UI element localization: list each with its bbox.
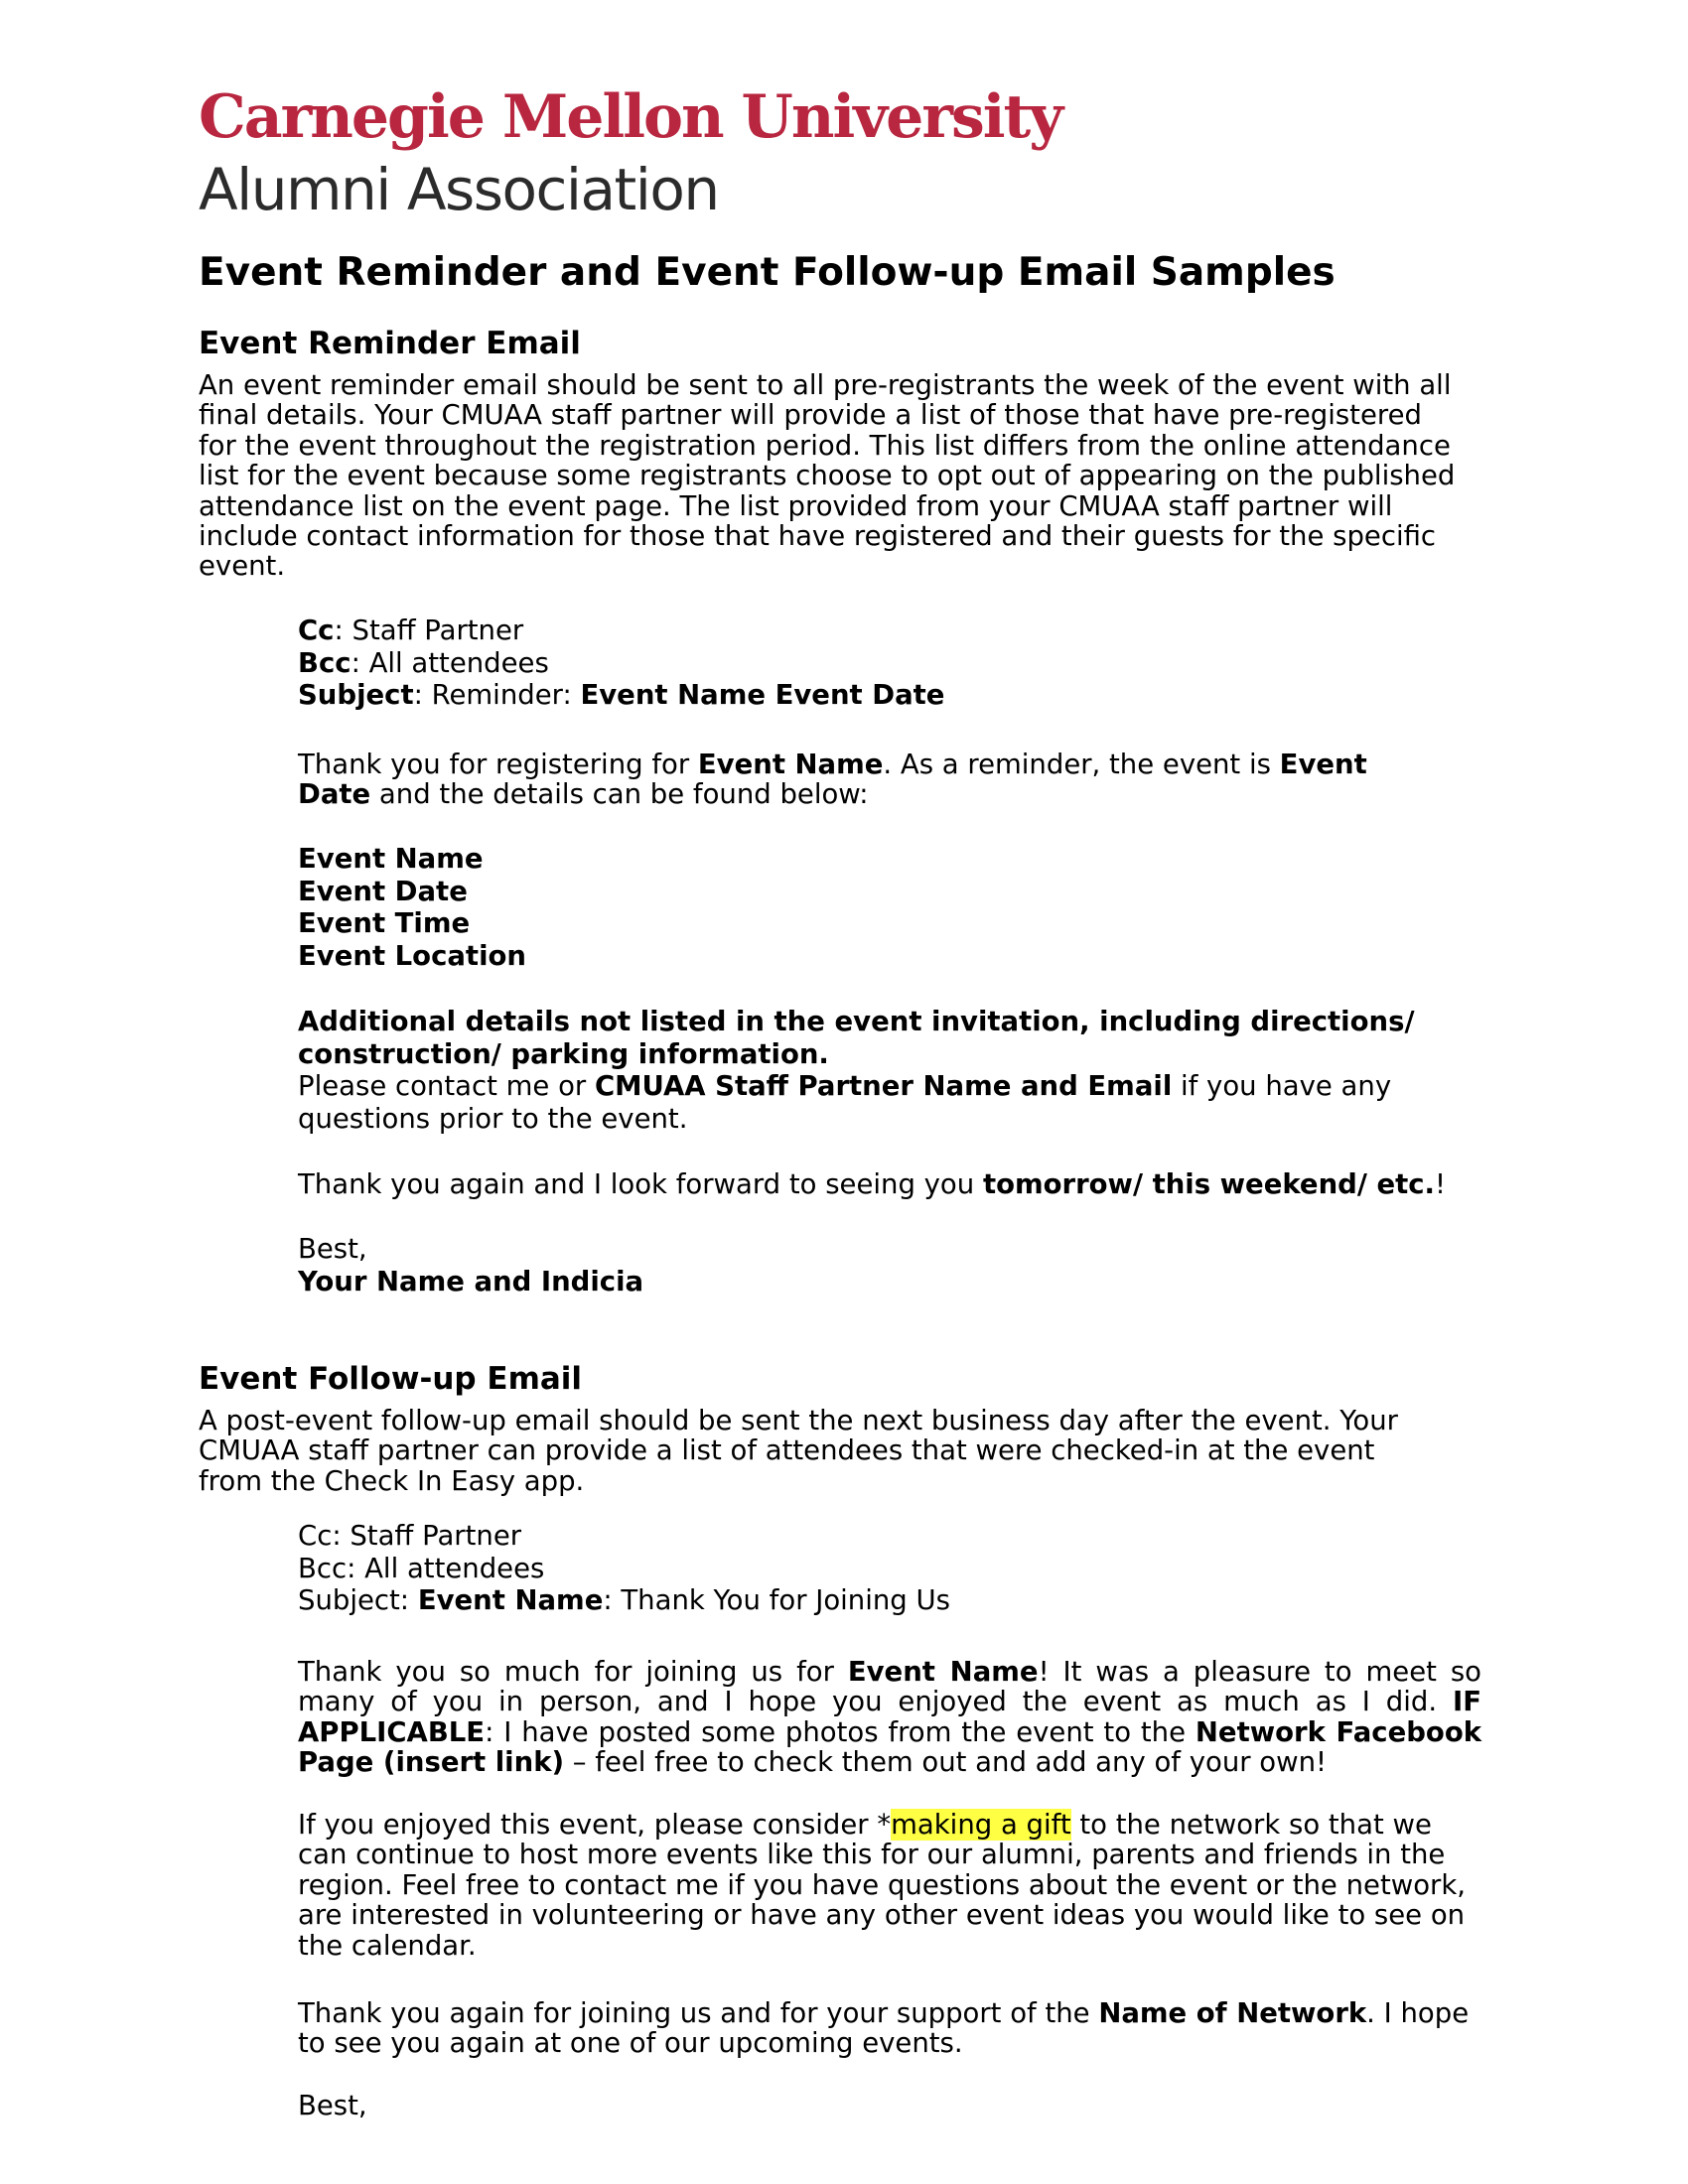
best-text: Best,	[298, 1233, 367, 1265]
followup-intro-line: CMUAA staff partner can provide a list of attendees that were checked-in at the event	[199, 1434, 1375, 1467]
reminder-signoff	[298, 1233, 1489, 1297]
detail-item: Event Date	[298, 875, 468, 907]
reminder-closing-line: Thank you again and I look forward to seeing you tomorrow/ this weekend/ etc.!	[298, 1168, 1447, 1200]
bcc-label: Bcc	[298, 646, 352, 679]
cmu-alumni-logo	[199, 82, 1062, 223]
reminder-intro-line: list for the event because some registrants choose to opt out of appearing on the published	[199, 460, 1456, 492]
cc-label: Cc	[298, 614, 335, 646]
reminder-subject-line	[298, 679, 1489, 712]
followup-email-header	[298, 1520, 1489, 1617]
reminder-intro	[199, 370, 1489, 582]
staff-partner-placeholder: CMUAA Staff Partner Name and Email	[594, 1070, 1173, 1103]
reminder-cc-line	[298, 614, 1489, 647]
detail-item: Event Time	[298, 907, 471, 940]
reminder-bcc-line	[298, 647, 1489, 680]
followup-signoff	[298, 2091, 1489, 2120]
followup-paragraph-1: Thank you so much for joining us for Event Name! It was a pleasure to meet so many of you in person, and I hope you enjoyed the event as much as I did. IF APPLICABLE: I have posted some photos from the event to the Network Facebook Page (insert link) – feel free to check them out and add any of your own!	[298, 1656, 1482, 1779]
reminder-email-header	[298, 614, 1489, 712]
followup-intro	[199, 1406, 1489, 1496]
followup-paragraph-2: If you enjoyed this event, please consider *making a gift to the network so that we can continue to host more events like this for our alumni, parents and friends in the region. Feel free to contact me if you have questions about the event or the network, are interested in volunteering or have any other event ideas you would like to see on the calendar.	[298, 1809, 1467, 1962]
followup-cc-line: Cc: Staff Partner	[298, 1520, 522, 1552]
reminder-event-details	[298, 843, 1489, 972]
detail-item: Event Location	[298, 939, 526, 972]
detail-item: Event Name	[298, 843, 484, 875]
bcc-value: : All attendees	[351, 646, 549, 679]
subject-prefix: : Reminder:	[413, 679, 581, 712]
reminder-intro-line: for the event throughout the registration period. This list differs from the online attendance	[199, 429, 1451, 462]
reminder-intro-line: event.	[199, 550, 286, 583]
best-text: Best,	[298, 2090, 367, 2121]
followup-bcc-line: Bcc: All attendees	[298, 1552, 545, 1584]
reminder-heading: Event Reminder Email	[199, 326, 581, 361]
reminder-intro-line: final details. Your CMUAA staff partner will provide a list of those that have pre-registered	[199, 399, 1422, 432]
cc-value: : Staff Partner	[334, 614, 524, 646]
making-a-gift-highlight: making a gift	[891, 1809, 1071, 1841]
followup-subject-line: Subject: Event Name: Thank You for Joining Us	[298, 1584, 950, 1617]
subject-label: Subject	[298, 679, 414, 712]
reminder-intro-line: attendance list on the event page. The list provided from your CMUAA staff partner will	[199, 489, 1393, 522]
reminder-intro-line: include contact information for those that have registered and their guests for the specific	[199, 520, 1437, 553]
logo-association-name: Alumni Association	[199, 156, 719, 223]
signature-placeholder: Your Name and Indicia	[298, 1265, 644, 1297]
followup-intro-line: from the Check In Easy app.	[199, 1464, 585, 1497]
subject-value: Event Name Event Date	[580, 679, 945, 712]
followup-paragraph-3: Thank you again for joining us and for your support of the Name of Network. I hope to see you again at one of our upcoming events.	[298, 1997, 1470, 2060]
reminder-intro-line: An event reminder email should be sent to all pre-registrants the week of the event with all	[199, 369, 1452, 401]
page-title: Event Reminder and Event Follow-up Email Samples	[199, 250, 1336, 295]
reminder-thanks-paragraph: Thank you for registering for Event Name. As a reminder, the event is Event Date and the details can be found below:	[298, 749, 1367, 811]
network-name-placeholder: Name of Network	[1098, 1997, 1367, 2029]
event-name-placeholder: Event Name	[697, 749, 884, 780]
followup-heading: Event Follow-up Email	[199, 1361, 583, 1397]
followup-intro-line: A post-event follow-up email should be sent the next business day after the event. Your	[199, 1405, 1398, 1436]
logo-university-name: Carnegie Mellon University	[199, 82, 1062, 152]
reminder-additional-details: Additional details not listed in the event invitation, including directions/ construction/ parking information. Please contact me or CMUAA Staff Partner Name and Email if you have any questions prior to the event.	[298, 1006, 1415, 1135]
